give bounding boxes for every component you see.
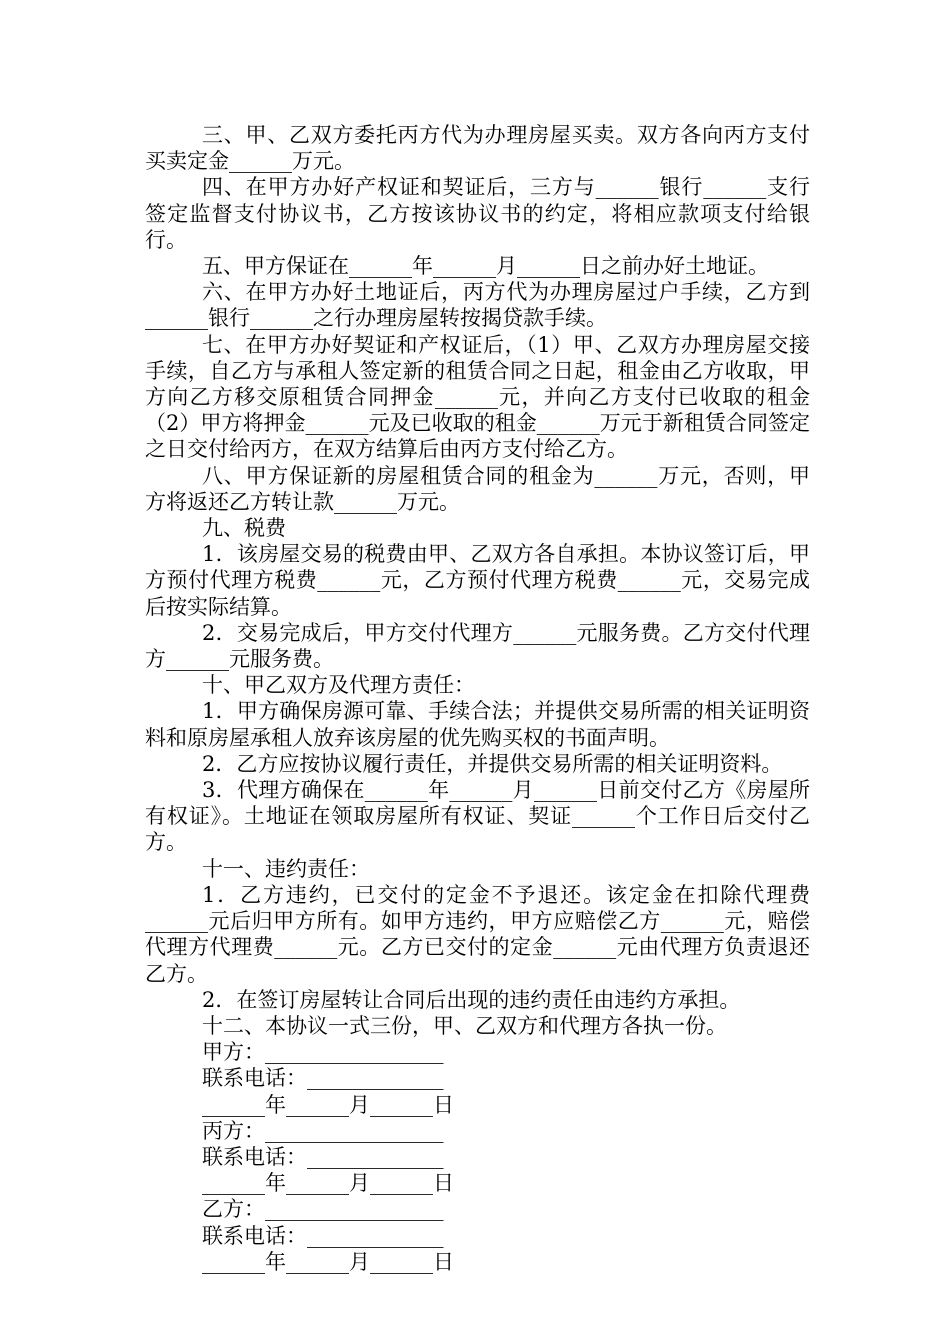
clause-4: 四、在甲方办好产权证和契证后，三方与______银行______支行签定监督支付协议书，乙方按该协议书的约定，将相应款项支付给银行。 bbox=[145, 175, 810, 252]
clause-9-item-1: 1．该房屋交易的税费由甲、乙双方各自承担。本协议签订后，甲方预付代理方税费______元，乙方预付代理方税费______元，交易完成后按实际结算。 bbox=[145, 542, 810, 619]
clause-9-item-2: 2．交易完成后，甲方交付代理方______元服务费。乙方交付代理方______元服务费。 bbox=[145, 620, 810, 672]
party-a-date-line: ______年______月______日 bbox=[202, 1092, 454, 1117]
clause-11-heading: 十一、违约责任： bbox=[202, 856, 370, 881]
signature-block bbox=[145, 1039, 810, 1275]
clause-9-heading: 九、税费 bbox=[202, 516, 286, 541]
clause-10-item-2: 2．乙方应按协议履行责任，并提供交易所需的相关证明资料。 bbox=[202, 751, 783, 776]
clause-10-item-1: 1．甲方确保房源可靠、手续合法；并提供交易所需的相关证明资料和原房屋承租人放弃该房屋的优先购买权的书面声明。 bbox=[145, 699, 810, 750]
party-c-phone-line: 联系电话：_____________ bbox=[202, 1144, 444, 1169]
party-b-signature-line: 乙方：_________________ bbox=[202, 1197, 444, 1222]
clause-7: 七、在甲方办好契证和产权证后，（1）甲、乙双方办理房屋交接手续，自乙方与承租人签定新的租赁合同之日起，租金由乙方收取，甲方向乙方移交原租赁合同押金______元，并向乙方支付已收取的租金（2）甲方将押金______元及已收取的租金______万元于新租赁合同签定之日交付给丙方，在双方结算后由丙方支付给乙方。 bbox=[145, 332, 810, 462]
clause-10-item-3: 3．代理方确保在______年______月______日前交付乙方《房屋所有权证》。土地证在领取房屋所有权证、契证______个工作日后交付乙方。 bbox=[145, 778, 810, 855]
party-c-date-line: ______年______月______日 bbox=[202, 1171, 454, 1196]
clause-3: 三、甲、乙双方委托丙方代为办理房屋买卖。双方各向丙方支付买卖定金______万元。 bbox=[145, 123, 810, 174]
clause-10-heading: 十、甲乙双方及代理方责任： bbox=[202, 673, 475, 698]
party-a-signature-line: 甲方：_________________ bbox=[202, 1040, 444, 1065]
contract-page bbox=[145, 122, 810, 1275]
clause-6: 六、在甲方办好土地证后，丙方代为办理房屋过户手续，乙方到______银行______之行办理房屋转按揭贷款手续。 bbox=[145, 280, 810, 331]
clause-12: 十二、本协议一式三份，甲、乙双方和代理方各执一份。 bbox=[202, 1013, 727, 1038]
party-b-phone-line: 联系电话：_____________ bbox=[202, 1223, 444, 1248]
party-b-date-line: ______年______月______日 bbox=[202, 1249, 454, 1274]
clause-11-item-1: 1．乙方违约，已交付的定金不予退还。该定金在扣除代理费______元后归甲方所有。如甲方违约，甲方应赔偿乙方______元，赔偿代理方代理费______元。乙方已交付的定金______元由代理方负责退还乙方。 bbox=[145, 882, 810, 986]
clause-11-item-2: 2．在签订房屋转让合同后出现的违约责任由违约方承担。 bbox=[202, 987, 741, 1012]
party-c-signature-line: 丙方：_________________ bbox=[202, 1118, 444, 1143]
clause-8: 八、甲方保证新的房屋租赁合同的租金为______万元，否则，甲方将返还乙方转让款______万元。 bbox=[145, 463, 810, 514]
clause-5: 五、甲方保证在______年______月______日之前办好土地证。 bbox=[202, 254, 769, 279]
party-a-phone-line: 联系电话：_____________ bbox=[202, 1066, 444, 1091]
